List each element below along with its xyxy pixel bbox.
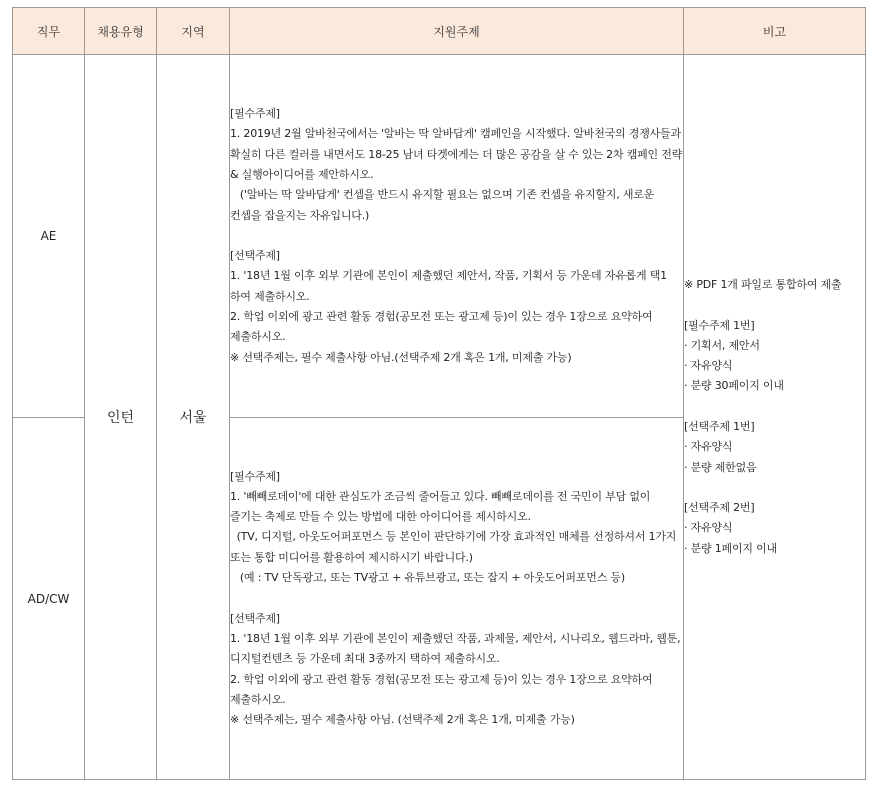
table-row-ae [13,55,866,418]
job-ae: AE [13,55,85,418]
optional-line: ※ 선택주제는, 필수 제출사항 아님.(선택주제 2개 혹은 1개, 미제출 가능) [230,350,572,364]
header-job: 직무 [13,8,85,55]
required-line: 1. 2019년 2월 알바천국에서는 '알바는 딱 알바답게' 캠페인을 시작했다. 알바천국의 경쟁사들과 확실히 다른 컬러를 내면서도 18-25 남녀 타겟에게는 더 많은 공감을 살 수 있는 2차 캠페인 전략 & 실행아이디어를 제안하시오. [230,127,686,181]
note-cell [684,55,866,780]
note-optional1-title: [선택주제 1번] [684,420,755,433]
optional-line: 2. 학업 이외에 광고 관련 활동 경험(공모전 또는 광고제 등)이 있는 경우 1장으로 요약하여 제출하시오. [230,310,656,344]
note-item: · 자유양식 [684,521,733,535]
required-title: [필수주제] [230,107,280,121]
note-required-title: [필수주제 1번] [684,318,755,332]
note-item: · 기획서, 제안서 [684,338,760,352]
header-region: 지역 [157,8,230,55]
required-line: (예 : TV 단독광고, 또는 TV광고 + 유튜브광고, 또는 잡지 + 아웃도어퍼포먼스 등) [230,571,625,585]
optional-line: 1. '18년 1월 이후 외부 기관에 본인이 제출했던 작품, 과제물, 제안서, 시나리오, 웹드라마, 웹툰, 디지털컨텐츠 등 가운데 최대 3종까지 택하여 제출하시오. [230,631,684,666]
optional-line: 1. '18년 1월 이후 외부 기관에 본인이 제출했던 제안서, 작품, 기획서 등 가운데 자유롭게 택1 하여 제출하시오. [230,269,671,303]
region: 서울 [157,55,230,780]
required-line: ('알바는 딱 알바답게' 컨셉을 반드시 유지할 필요는 없으며 기존 컨셉을 유지할지, 새로운 컨셉을 잡을지는 자유입니다.) [230,188,658,222]
header-topic: 지원주제 [230,8,684,55]
note-item: · 자유양식 [684,440,733,454]
note-item: · 분량 1페이지 이내 [684,541,777,555]
optional-title: [선택주제] [230,611,280,625]
required-line: (TV, 디지털, 아웃도어퍼포먼스 등 본인이 판단하기에 가장 효과적인 매체를 선정하셔서 1가지 또는 통합 미디어를 활용하여 제시하시기 바랍니다.) [230,530,680,564]
topic-adcw [230,418,684,780]
header-note: 비고 [684,8,866,55]
recruitment-table [12,7,866,780]
header-row [13,8,866,55]
header-type: 채용유형 [85,8,157,55]
note-summary: ※ PDF 1개 파일로 통합하여 제출 [684,277,842,291]
optional-title: [선택주제] [230,249,280,263]
employment-type: 인턴 [85,55,157,780]
optional-line: 2. 학업 이외에 광고 관련 활동 경험(공모전 또는 광고제 등)이 있는 경우 1장으로 요약하여 제출하시오. [230,672,656,706]
topic-ae [230,55,684,418]
job-adcw: AD/CW [13,418,85,780]
note-item: · 분량 30페이지 이내 [684,379,784,393]
optional-line: ※ 선택주제는, 필수 제출사항 아님. (선택주제 2개 혹은 1개, 미제출 가능) [230,713,575,727]
note-item: · 분량 제한없음 [684,460,757,474]
note-item: · 자유양식 [684,359,733,373]
note-optional2-title: [선택주제 2번] [684,501,755,515]
required-line: 1. '빼빼로데이'에 대한 관심도가 조금씩 줄어들고 있다. 빼빼로데이를 전 국민이 부담 없이 즐기는 축제로 만들 수 있는 방법에 대한 아이디어를 제시하시오. [230,489,654,524]
required-title: [필수주제] [230,469,280,483]
